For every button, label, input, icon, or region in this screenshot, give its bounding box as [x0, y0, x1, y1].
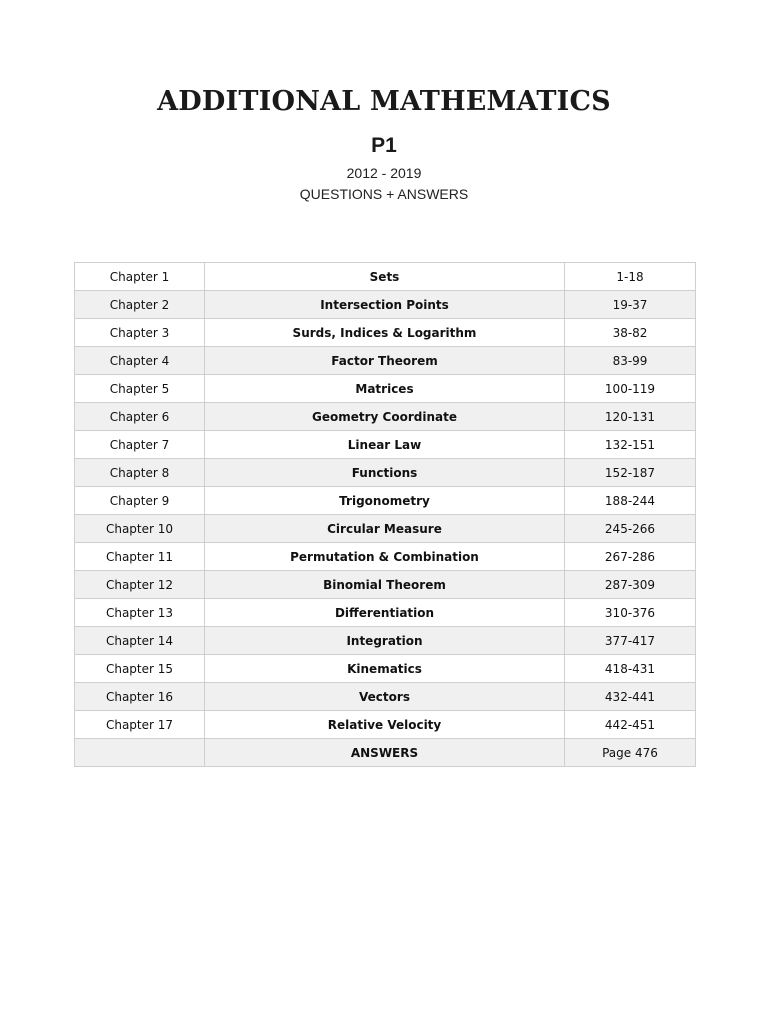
table-row: [75, 543, 696, 571]
pages-cell: 245-266: [565, 515, 696, 543]
topic-cell: Integration: [205, 627, 565, 655]
document-title: ADDITIONAL MATHEMATICS: [157, 86, 611, 117]
table-row: [75, 571, 696, 599]
pages-cell: 432-441: [565, 683, 696, 711]
pages-cell: 1-18: [565, 263, 696, 291]
pages-cell: 267-286: [565, 543, 696, 571]
topic-cell: Geometry Coordinate: [205, 403, 565, 431]
topic-cell: Factor Theorem: [205, 347, 565, 375]
pages-cell: 100-119: [565, 375, 696, 403]
chapter-cell: [75, 739, 205, 767]
document-subtitle: QUESTIONS + ANSWERS: [299, 186, 469, 202]
answers-row: [75, 739, 696, 767]
table-row: [75, 599, 696, 627]
chapter-cell: Chapter 17: [75, 711, 205, 739]
topic-cell: Permutation & Combination: [205, 543, 565, 571]
table-row: [75, 375, 696, 403]
paper-label: P1: [371, 134, 397, 157]
table-row: [75, 319, 696, 347]
topic-cell: ANSWERS: [205, 739, 565, 767]
chapter-cell: Chapter 1: [75, 263, 205, 291]
table-row: [75, 627, 696, 655]
chapter-cell: Chapter 6: [75, 403, 205, 431]
pages-cell: 310-376: [565, 599, 696, 627]
table-row: [75, 487, 696, 515]
table-row: [75, 263, 696, 291]
topic-cell: Binomial Theorem: [205, 571, 565, 599]
topic-cell: Trigonometry: [205, 487, 565, 515]
year-range: 2012 - 2019: [346, 165, 422, 181]
pages-cell: 377-417: [565, 627, 696, 655]
chapter-cell: Chapter 4: [75, 347, 205, 375]
topic-cell: Matrices: [205, 375, 565, 403]
pages-cell: 442-451: [565, 711, 696, 739]
topic-cell: Differentiation: [205, 599, 565, 627]
pages-cell: Page 476: [565, 739, 696, 767]
topic-cell: Sets: [205, 263, 565, 291]
chapter-cell: Chapter 2: [75, 291, 205, 319]
topic-cell: Circular Measure: [205, 515, 565, 543]
chapter-table: [74, 262, 696, 767]
table-row: [75, 403, 696, 431]
table-row: [75, 291, 696, 319]
chapter-cell: Chapter 10: [75, 515, 205, 543]
table-row: [75, 515, 696, 543]
pages-cell: 287-309: [565, 571, 696, 599]
pages-cell: 19-37: [565, 291, 696, 319]
chapter-cell: Chapter 11: [75, 543, 205, 571]
topic-cell: Kinematics: [205, 655, 565, 683]
chapter-cell: Chapter 9: [75, 487, 205, 515]
topic-cell: Intersection Points: [205, 291, 565, 319]
table-row: [75, 655, 696, 683]
topic-cell: Vectors: [205, 683, 565, 711]
pages-cell: 38-82: [565, 319, 696, 347]
pages-cell: 418-431: [565, 655, 696, 683]
pages-cell: 188-244: [565, 487, 696, 515]
chapter-cell: Chapter 15: [75, 655, 205, 683]
chapter-cell: Chapter 16: [75, 683, 205, 711]
pages-cell: 132-151: [565, 431, 696, 459]
table-row: [75, 683, 696, 711]
chapter-cell: Chapter 7: [75, 431, 205, 459]
chapter-cell: Chapter 14: [75, 627, 205, 655]
table-row: [75, 459, 696, 487]
table-row: [75, 711, 696, 739]
table-row: [75, 347, 696, 375]
chapter-cell: Chapter 3: [75, 319, 205, 347]
pages-cell: 152-187: [565, 459, 696, 487]
pages-cell: 83-99: [565, 347, 696, 375]
topic-cell: Functions: [205, 459, 565, 487]
chapter-cell: Chapter 8: [75, 459, 205, 487]
pages-cell: 120-131: [565, 403, 696, 431]
chapter-cell: Chapter 13: [75, 599, 205, 627]
topic-cell: Relative Velocity: [205, 711, 565, 739]
chapter-cell: Chapter 5: [75, 375, 205, 403]
topic-cell: Surds, Indices & Logarithm: [205, 319, 565, 347]
chapter-table-body: [75, 263, 696, 767]
table-row: [75, 431, 696, 459]
chapter-cell: Chapter 12: [75, 571, 205, 599]
topic-cell: Linear Law: [205, 431, 565, 459]
